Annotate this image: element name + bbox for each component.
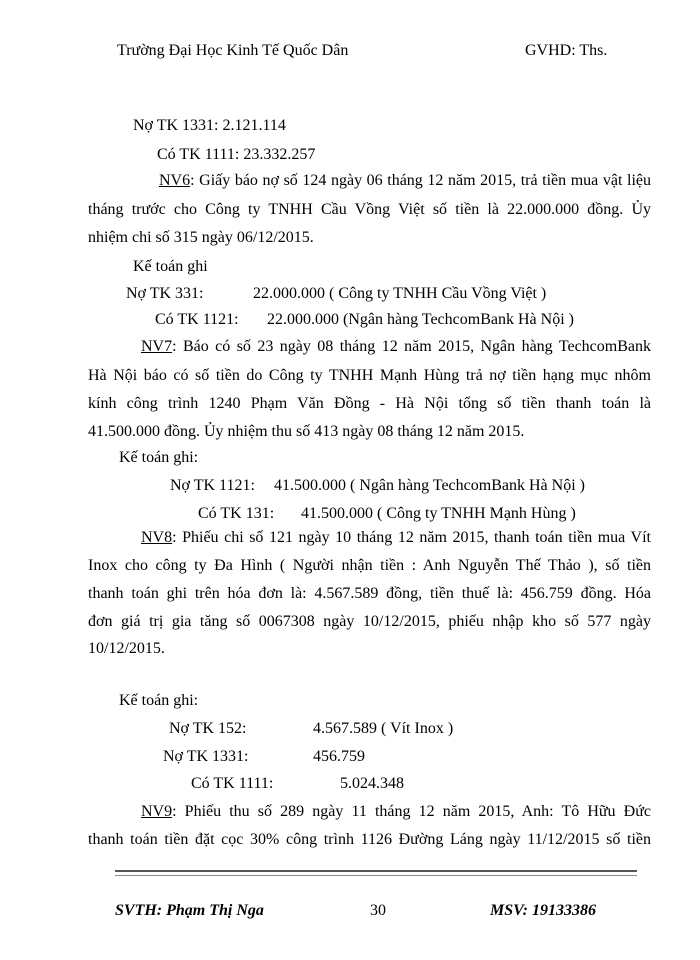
- nv6-debit-label: Nợ TK 331:: [126, 285, 204, 302]
- footer-rule-thin: [115, 875, 637, 876]
- header-school: Trường Đại Học Kinh Tế Quốc Dân: [117, 42, 349, 59]
- nv8-debit-1331-value: 456.759: [313, 748, 365, 765]
- nv8-credit-label: Có TK 1111:: [191, 775, 274, 792]
- page-number: 30: [370, 902, 386, 919]
- nv7-line-1-text: : Báo có số 23 ngày 08 tháng 12 năm 2015, Ngân hàng TechcomBank: [172, 338, 651, 355]
- nv8-debit-152-label: Nợ TK 152:: [169, 720, 247, 737]
- nv6-line-1: [159, 172, 651, 190]
- nv6-line-2: tháng trước cho Công ty TNHH Cầu Vồng Việt số tiền là 22.000.000 đồng. Ủy: [88, 201, 651, 218]
- nv7-line-2: Hà Nội báo có số tiền do Công ty TNHH Mạnh Hùng trả nợ tiền hạng mục nhôm: [88, 367, 651, 384]
- nv6-credit-value: 22.000.000 (Ngân hàng TechcomBank Hà Nội ): [267, 311, 574, 328]
- nv7-line-3: kính công trình 1240 Phạm Văn Đồng - Hà Nội tổng số tiền thanh toán là: [88, 395, 651, 412]
- nv9-label: NV9: [141, 803, 173, 820]
- nv8-line-1: [141, 529, 651, 547]
- nv7-credit-label: Có TK 131:: [198, 505, 275, 522]
- nv9-line-1-text: : Phiếu thu số 289 ngày 11 tháng 12 năm 2015, Anh: Tô Hữu Đức: [172, 803, 651, 820]
- nv6-debit-value: 22.000.000 ( Công ty TNHH Cầu Vồng Việt ): [253, 285, 547, 302]
- nv6-line-3: nhiệm chi số 315 ngày 06/12/2015.: [88, 229, 314, 246]
- nv8-line-2: Inox cho công ty Đa Hình ( Người nhận tiền : Anh Nguyễn Thế Thảo ), số tiền: [88, 557, 651, 574]
- footer-student-id: MSV: 19133386: [490, 902, 596, 919]
- footer-rule: [115, 870, 637, 872]
- nv8-line-1-text: : Phiếu chi số 121 ngày 10 tháng 12 năm 2015, thanh toán tiền mua Vít: [172, 529, 651, 546]
- nv6-credit-label: Có TK 1121:: [155, 311, 239, 328]
- nv8-label: NV8: [141, 529, 173, 546]
- nv8-debit-152-value: 4.567.589 ( Vít Inox ): [313, 720, 454, 737]
- nv6-ke-toan-ghi: Kế toán ghi: [133, 258, 208, 275]
- nv8-credit-value: 5.024.348: [340, 775, 404, 792]
- nv7-label: NV7: [141, 338, 173, 355]
- nv7-debit-label: Nợ TK 1121:: [170, 477, 255, 494]
- nv8-line-3: thanh toán ghi trên hóa đơn là: 4.567.589 đồng, tiền thuế là: 456.759 đồng. Hóa: [88, 585, 651, 602]
- nv9-line-2: thanh toán tiền đặt cọc 30% công trình 1126 Đường Láng ngày 11/12/2015 số tiền: [88, 831, 651, 848]
- nv6-label: NV6: [159, 172, 191, 189]
- footer-student: SVTH: Phạm Thị Nga: [115, 902, 264, 919]
- nv7-credit-value: 41.500.000 ( Công ty TNHH Mạnh Hùng ): [301, 505, 576, 522]
- nv9-line-1: [141, 803, 651, 821]
- header-advisor: GVHD: Ths.: [525, 42, 608, 59]
- nv8-ke-toan-ghi: Kế toán ghi:: [119, 692, 199, 709]
- nv7-line-4: 41.500.000 đồng. Ủy nhiệm thu số 413 ngày 08 tháng 12 năm 2015.: [88, 423, 525, 440]
- nv7-ke-toan-ghi: Kế toán ghi:: [119, 449, 199, 466]
- nv7-debit-value: 41.500.000 ( Ngân hàng TechcomBank Hà Nội ): [274, 477, 585, 494]
- nv7-line-1: [141, 338, 651, 356]
- nv8-line-4: đơn giá trị gia tăng số 0067308 ngày 10/12/2015, phiếu nhập kho số 577 ngày: [88, 613, 651, 630]
- nv8-line-5: 10/12/2015.: [88, 640, 165, 657]
- entry-credit-1111: Có TK 1111: 23.332.257: [157, 146, 316, 163]
- nv6-line-1-text: : Giấy báo nợ số 124 ngày 06 tháng 12 năm 2015, trả tiền mua vật liệu: [190, 172, 651, 189]
- entry-debit-1331: Nợ TK 1331: 2.121.114: [133, 117, 286, 134]
- nv8-debit-1331-label: Nợ TK 1331:: [163, 748, 249, 765]
